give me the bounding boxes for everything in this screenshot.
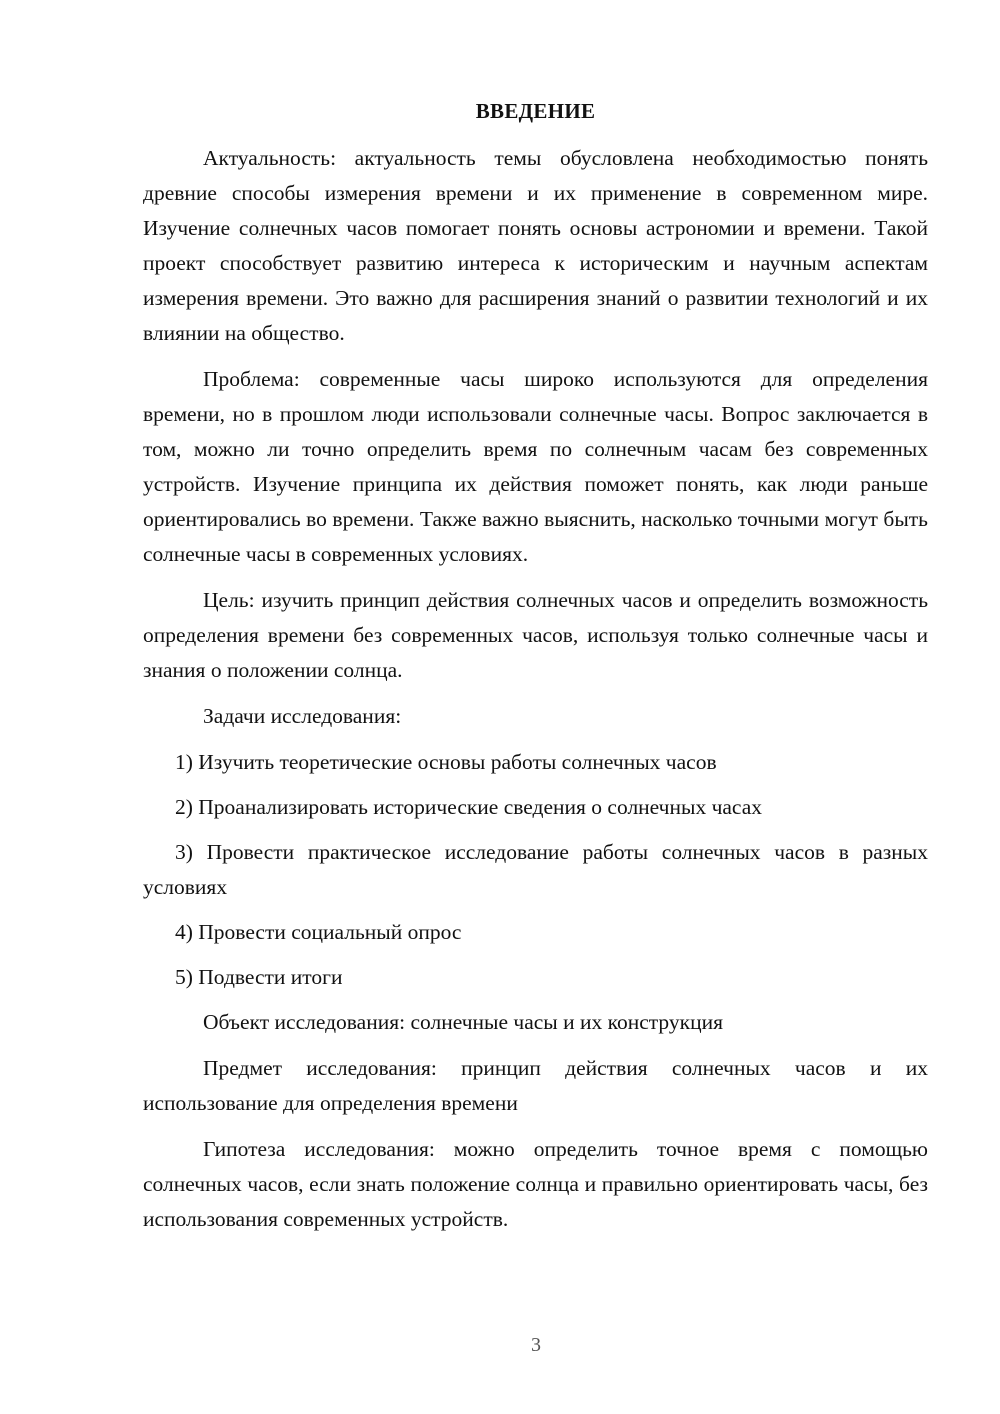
relevance-paragraph: Актуальность: актуальность темы обусловлена необходимостью понять древние способы измерения времени и их применение в современном мире. Изучение солнечных часов помогает понять основы астрономии и времени. Такой проект способствует развитию интереса к историческим и научным аспектам измерения времени. Это важно для расширения знаний о развитии технологий и их влиянии на общество.: [143, 146, 928, 345]
problem-paragraph: Проблема: современные часы широко используются для определения времени, но в прошлом люди использовали солнечные часы. Вопрос заключается в том, можно ли точно определить время по солнечным часам без современных устройств. Изучение принципа их действия поможет понять, как люди раньше ориентировались во времени. Также важно выяснить, насколько точными могут быть солнечные часы в современных условиях.: [143, 367, 928, 566]
section-heading: ВВЕДЕНИЕ: [475, 99, 596, 123]
subject-paragraph: Предмет исследования: принцип действия солнечных часов и их использование для определения времени: [143, 1056, 928, 1115]
list-item: 4) Провести социальный опрос: [175, 920, 462, 944]
list-item: 2) Проанализировать исторические сведения о солнечных часах: [175, 795, 763, 819]
object-paragraph: Объект исследования: солнечные часы и их конструкция: [203, 1010, 723, 1034]
tasks-list: [143, 745, 928, 995]
list-item: 1) Изучить теоретические основы работы солнечных часов: [175, 750, 717, 774]
page-content: [143, 95, 928, 1248]
list-item: 5) Подвести итоги: [175, 965, 343, 989]
list-item: 3) Провести практическое исследование работы солнечных часов в разных условиях: [143, 840, 928, 899]
hypothesis-paragraph: Гипотеза исследования: можно определить точное время с помощью солнечных часов, если знать положение солнца и правильно ориентировать часы, без использования современных устройств.: [143, 1137, 928, 1231]
goal-paragraph: Цель: изучить принцип действия солнечных часов и определить возможность определения времени без современных часов, используя только солнечные часы и знания о положении солнца.: [143, 588, 928, 682]
page-number: 3: [531, 1334, 541, 1356]
tasks-title: Задачи исследования:: [203, 704, 402, 728]
